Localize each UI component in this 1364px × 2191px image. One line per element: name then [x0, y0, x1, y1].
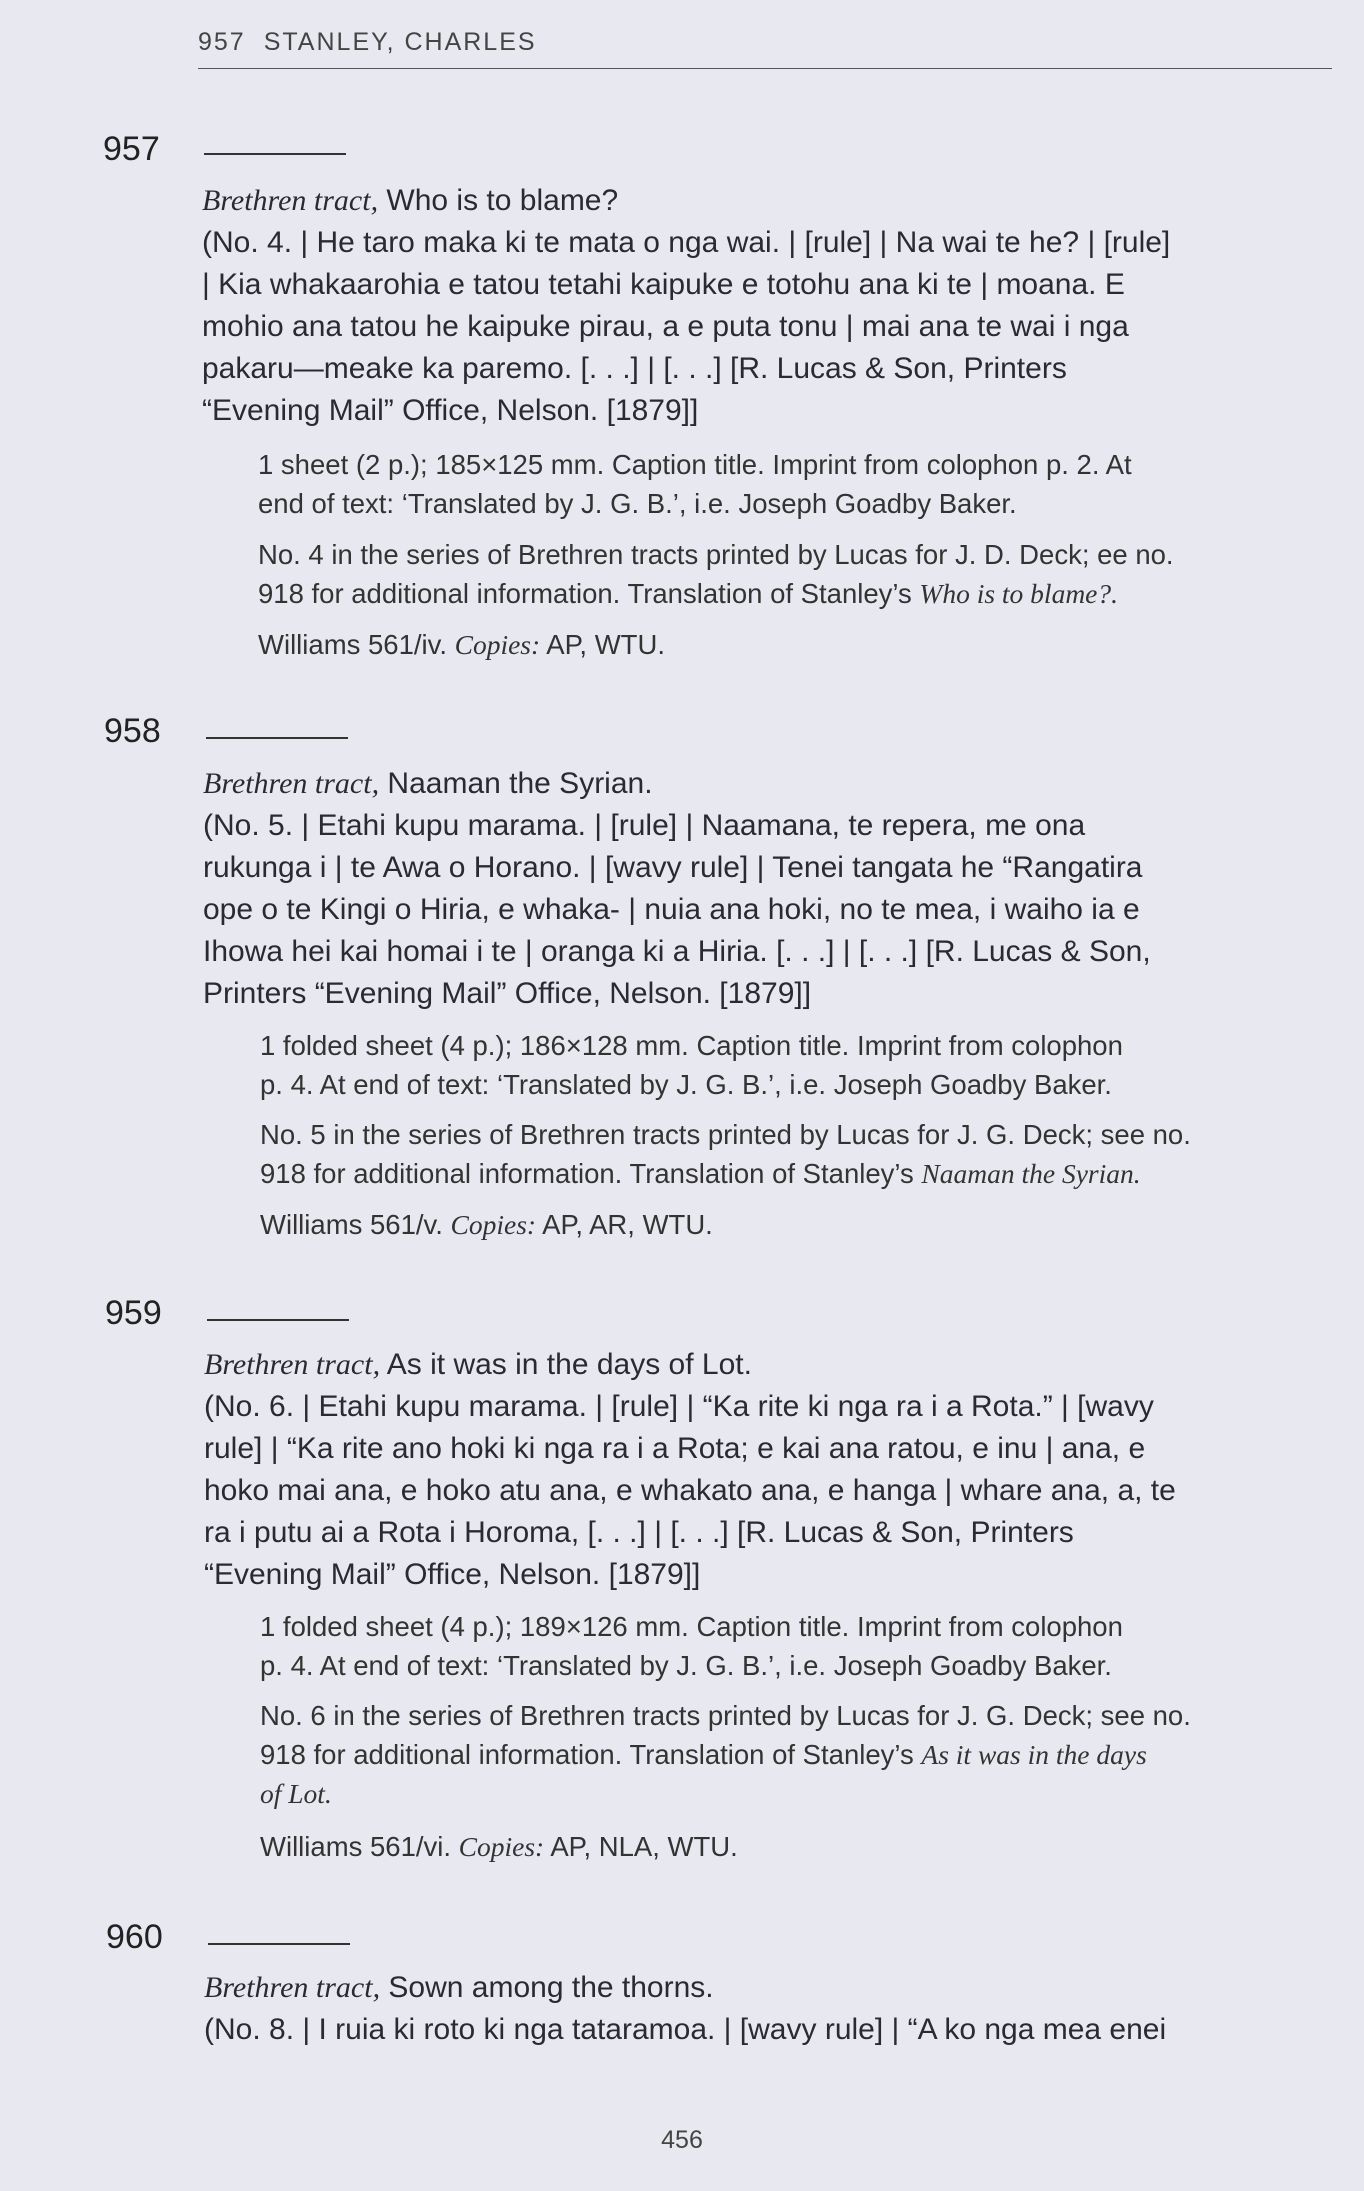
note-italic-title: Naaman the Syrian.	[921, 1158, 1141, 1189]
note-line: p. 4. At end of text: ‘Translated by J. G. B.’, i.e. Joseph Goadby Baker.	[260, 1650, 1112, 1681]
entry-number: 959	[105, 1294, 162, 1332]
entry-dash	[208, 1943, 350, 1945]
entry-title	[204, 1344, 752, 1386]
transcription-line: (No. 5. | Etahi kupu marama. | [rule] | Naamana, te repera, me ona	[203, 809, 1086, 842]
entry-dash	[204, 153, 346, 155]
title-rest: Naaman the Syrian.	[379, 767, 653, 800]
note-line: No. 5 in the series of Brethren tracts printed by Lucas for J. G. Deck; see no.	[260, 1119, 1191, 1150]
transcription-line: pakaru—meake ka paremo. [. . .] | [. . .] [R. Lucas & Son, Printers	[202, 352, 1067, 385]
title-italic: Brethren tract,	[204, 1971, 381, 2004]
note-line: 1 folded sheet (4 p.); 189×126 mm. Caption title. Imprint from colophon	[260, 1611, 1123, 1642]
note-line: p. 4. At end of text: ‘Translated by J. G. B.’, i.e. Joseph Goadby Baker.	[260, 1069, 1112, 1100]
note-text: 918 for additional information. Translation of Stanley’s	[260, 1739, 922, 1770]
holdings-ref: Williams 561/vi.	[260, 1831, 459, 1862]
note-line: No. 6 in the series of Brethren tracts printed by Lucas for J. G. Deck; see no.	[260, 1700, 1191, 1731]
running-head-number: 957	[198, 28, 246, 56]
running-head	[198, 28, 1332, 69]
title-italic: Brethren tract,	[202, 184, 379, 217]
transcription-line: (No. 6. | Etahi kupu marama. | [rule] | “Ka rite ki nga ra i a Rota.” | [wavy	[204, 1390, 1154, 1423]
note-italic-title: As it was in the days	[921, 1739, 1147, 1770]
note-line: 1 sheet (2 p.); 185×125 mm. Caption title. Imprint from colophon p. 2. At	[258, 449, 1132, 480]
note-line	[260, 1154, 1141, 1194]
note-line: No. 4 in the series of Brethren tracts printed by Lucas for J. D. Deck; ee no.	[258, 539, 1174, 570]
note-text: 918 for additional information. Translation of Stanley’s	[258, 578, 920, 609]
entry-dash	[207, 1319, 349, 1321]
transcription-line: ra i putu ai a Rota i Horoma, [. . .] | [. . .] [R. Lucas & Son, Printers	[204, 1516, 1074, 1549]
entry-title	[203, 763, 653, 805]
transcription-line: (No. 8. | I ruia ki roto ki nga tataramoa. | [wavy rule] | “A ko nga mea enei	[204, 2013, 1167, 2046]
transcription-line: Ihowa hei kai homai i te | oranga ki a Hiria. [. . .] | [. . .] [R. Lucas & Son,	[203, 935, 1151, 968]
transcription-line: ope o te Kingi o Hiria, e whaka- | nuia ana hoki, no te mea, i waiho ia e	[203, 893, 1140, 926]
note-line: 1 folded sheet (4 p.); 186×128 mm. Caption title. Imprint from colophon	[260, 1030, 1123, 1061]
title-rest: Who is to blame?	[378, 184, 619, 217]
copies-label: Copies:	[458, 1831, 545, 1862]
entry-number: 958	[104, 712, 161, 750]
copies-list: AP, WTU.	[540, 629, 665, 660]
note-line	[260, 1735, 1147, 1775]
holdings-ref: Williams 561/v.	[260, 1209, 451, 1240]
entry-number: 957	[103, 130, 160, 168]
copies-label: Copies:	[454, 629, 541, 660]
note-holdings	[260, 1205, 713, 1245]
title-italic: Brethren tract,	[203, 767, 380, 800]
transcription-line: hoko mai ana, e hoko atu ana, e whakato ana, e hanga | whare ana, a, te	[204, 1474, 1176, 1507]
page-number: 456	[661, 2126, 703, 2154]
note-holdings	[258, 625, 665, 665]
copies-list: AP, NLA, WTU.	[544, 1831, 738, 1862]
transcription-line: rule] | “Ka rite ano hoki ki nga ra i a Rota; e kai ana ratou, e inu | ana, e	[204, 1432, 1146, 1465]
transcription-line: “Evening Mail” Office, Nelson. [1879]]	[204, 1558, 701, 1591]
note-italic-title: of Lot.	[260, 1778, 332, 1809]
title-rest: Sown among the thorns.	[380, 1971, 714, 2004]
note-line	[258, 574, 1118, 614]
title-italic: Brethren tract,	[204, 1348, 381, 1381]
entry-title	[202, 180, 618, 222]
note-italic-title: Who is to blame?.	[919, 578, 1119, 609]
transcription-line: rukunga i | te Awa o Horano. | [wavy rule] | Tenei tangata he “Rangatira	[203, 851, 1143, 884]
entry-title	[204, 1967, 714, 2009]
transcription-line: mohio ana tatou he kaipuke pirau, a e puta tonu | mai ana te wai i nga	[202, 310, 1129, 343]
transcription-line: (No. 4. | He taro maka ki te mata o nga wai. | [rule] | Na wai te he? | [rule]	[202, 226, 1171, 259]
entry-dash	[206, 737, 348, 739]
transcription-line: Printers “Evening Mail” Office, Nelson. [1879]]	[203, 977, 812, 1010]
title-rest: As it was in the days of Lot.	[380, 1348, 752, 1381]
note-line: end of text: ‘Translated by J. G. B.’, i.e. Joseph Goadby Baker.	[258, 488, 1017, 519]
transcription-line: “Evening Mail” Office, Nelson. [1879]]	[202, 394, 699, 427]
running-head-name: STANLEY, CHARLES	[263, 28, 537, 56]
note-holdings	[260, 1827, 738, 1867]
note-text: 918 for additional information. Translation of Stanley’s	[260, 1158, 922, 1189]
copies-label: Copies:	[450, 1209, 537, 1240]
copies-list: AP, AR, WTU.	[536, 1209, 713, 1240]
note-line	[260, 1774, 332, 1814]
transcription-line: | Kia whakaarohia e tatou tetahi kaipuke e totohu ana ki te | moana. E	[202, 268, 1125, 301]
entry-number: 960	[106, 1918, 163, 1956]
holdings-ref: Williams 561/iv.	[258, 629, 455, 660]
